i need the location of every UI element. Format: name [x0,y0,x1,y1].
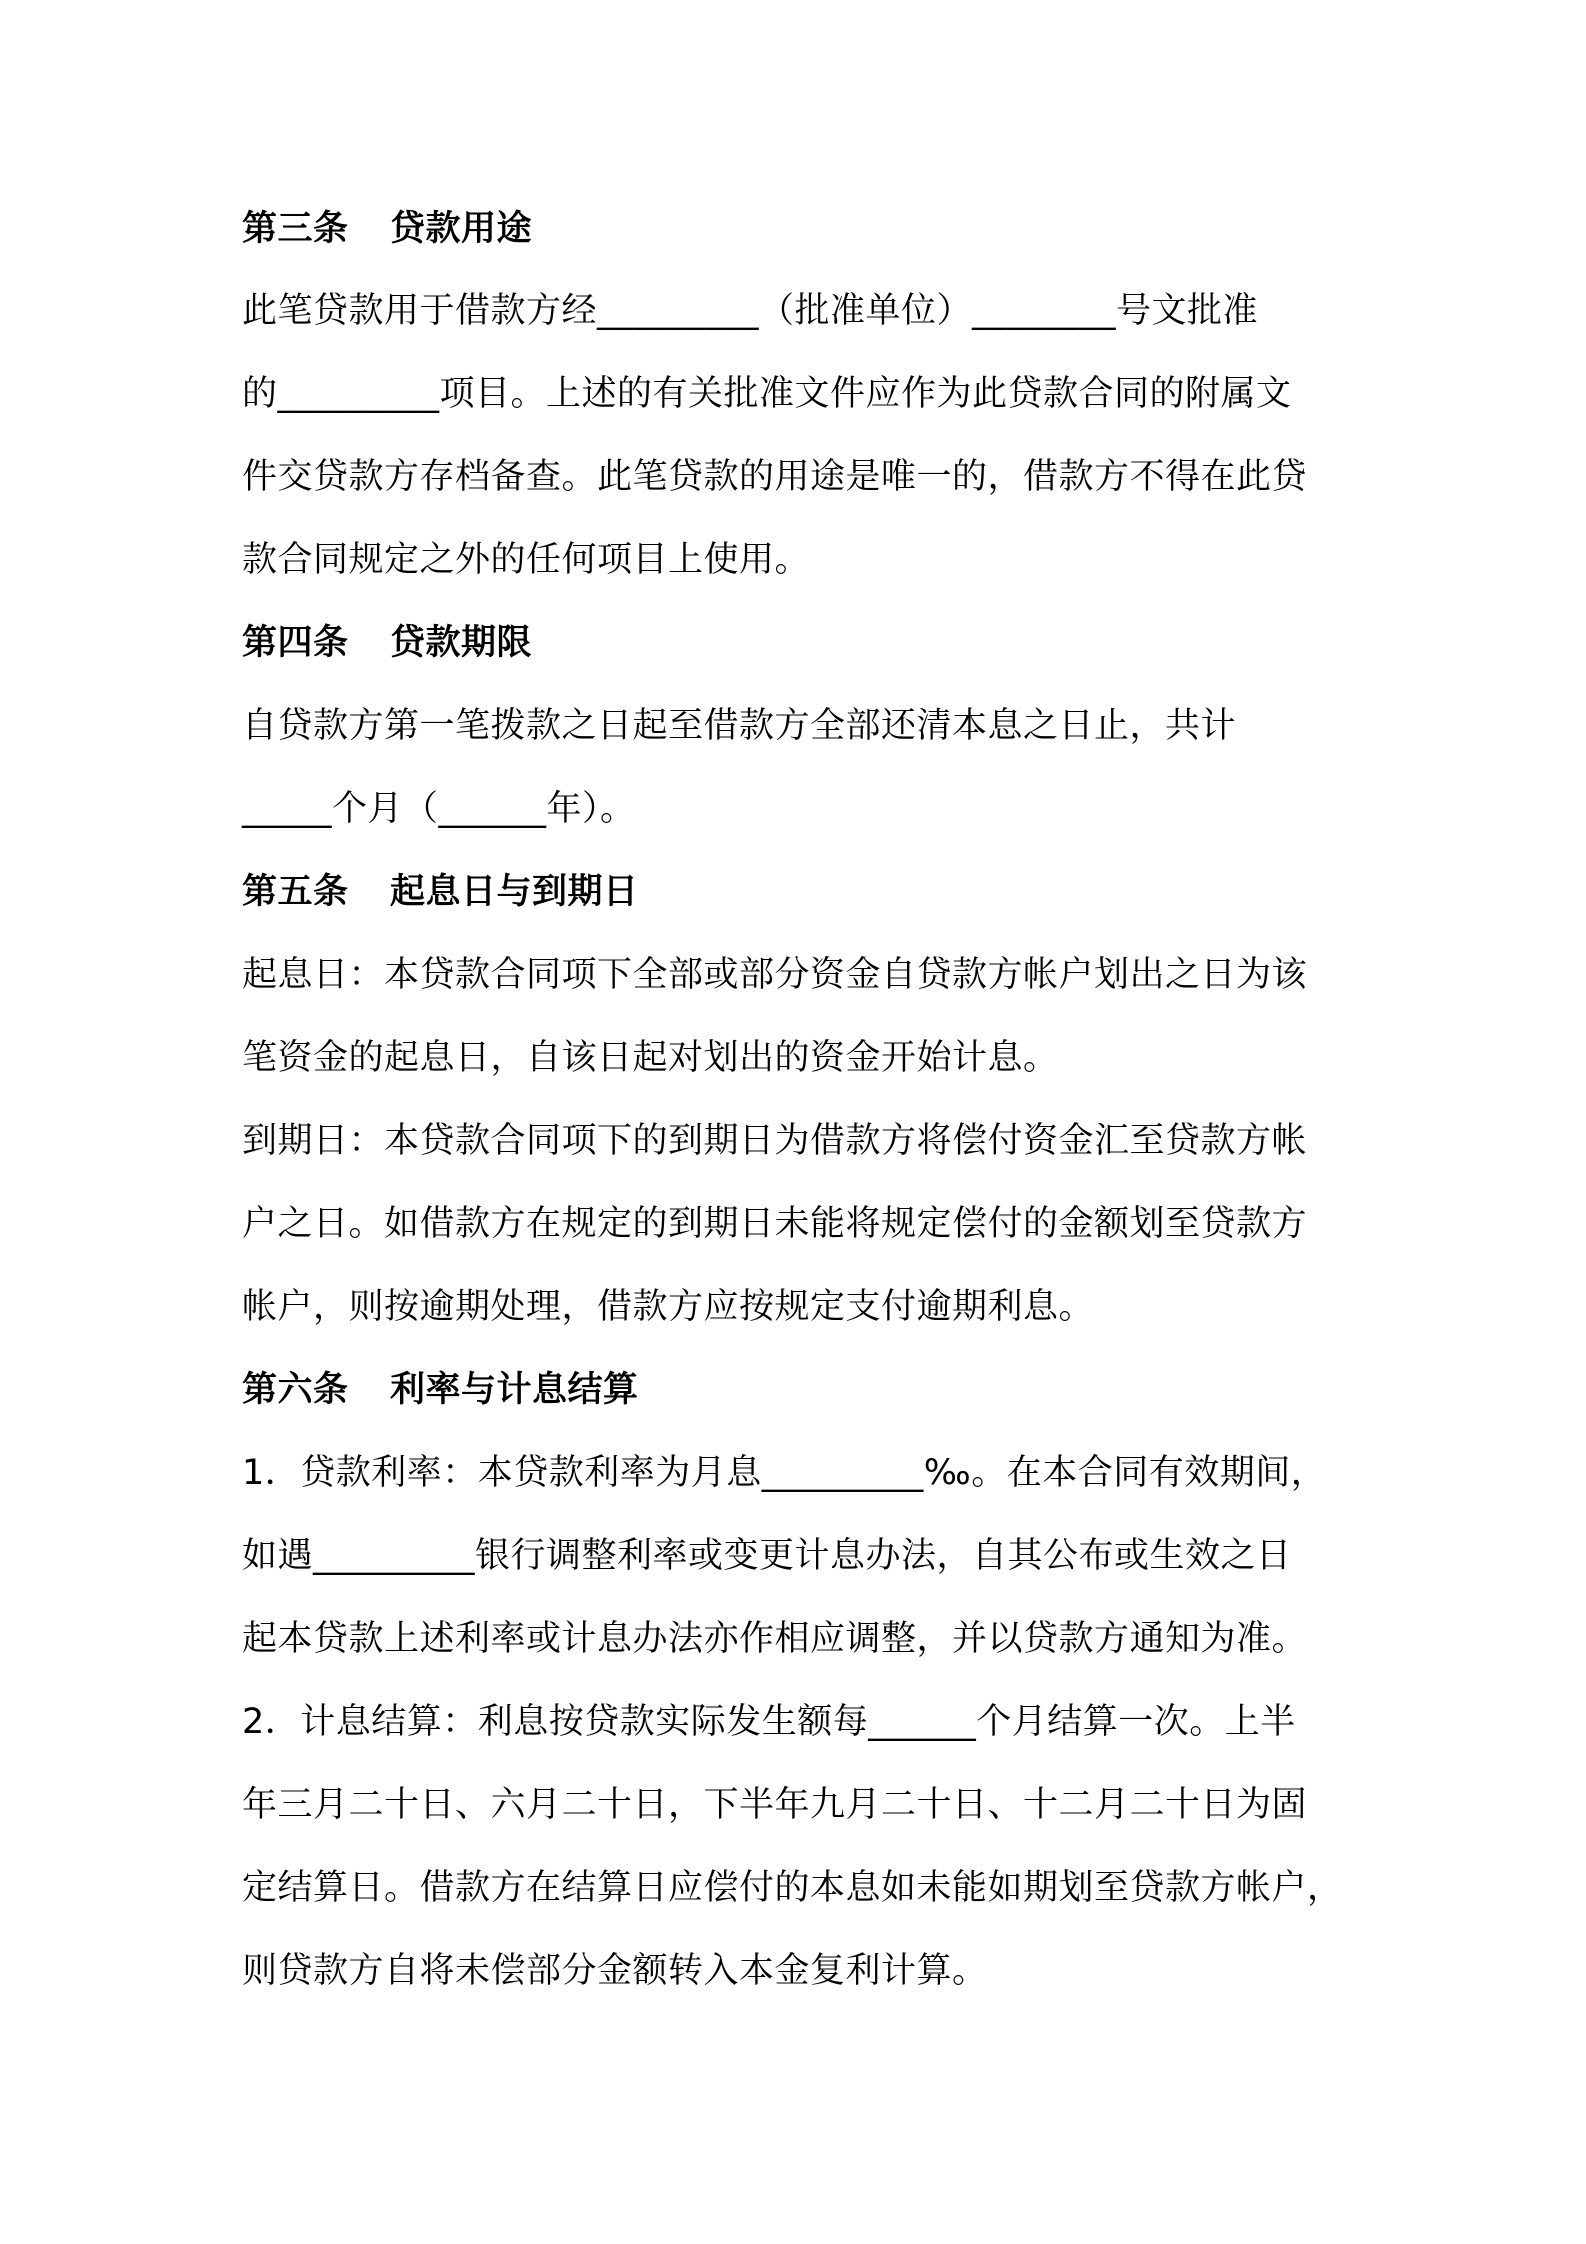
body-line: 到期日：本贷款合同项下的到期日为借款方将偿付资金汇至贷款方帐 [242,1121,1308,1161]
body-line: 年三月二十日、六月二十日，下半年九月二十日、十二月二十日为固 [242,1785,1308,1825]
body-line: 2．计息结算：利息按贷款实际发生额每______个月结算一次。上半 [242,1702,1296,1742]
body-line: 自贷款方第一笔拨款之日起至借款方全部还清本息之日止，共计 [242,706,1237,746]
article-number: 第五条 [242,872,349,912]
article-title: 贷款期限 [390,623,533,663]
article-title: 利率与计息结算 [390,1370,639,1410]
body-line: 笔资金的起息日，自该日起对划出的资金开始计息。 [242,1038,1059,1078]
body-line: 帐户，则按逾期处理，借款方应按规定支付逾期利息。 [242,1287,1095,1327]
article-title: 贷款用途 [390,209,533,249]
article-6-heading [242,1366,639,1414]
body-line: 则贷款方自将未偿部分金额转入本金复利计算。 [242,1951,988,1991]
article-3-heading [242,205,532,253]
article-number: 第四条 [242,623,349,663]
article-4-heading [242,619,532,667]
article-number: 第六条 [242,1370,349,1410]
body-line: 户之日。如借款方在规定的到期日未能将规定偿付的金额划至贷款方 [242,1204,1308,1244]
body-line: 件交贷款方存档备查。此笔贷款的用途是唯一的，借款方不得在此贷 [242,457,1308,497]
body-line: 定结算日。借款方在结算日应偿付的本息如未能如期划至贷款方帐户， [242,1868,1343,1908]
body-line: 的_________项目。上述的有关批准文件应作为此贷款合同的附属文 [242,374,1292,414]
article-5-heading [242,868,639,916]
body-line: 如遇_________银行调整利率或变更计息办法，自其公布或生效之日 [242,1536,1292,1576]
body-line: 起本贷款上述利率或计息办法亦作相应调整，并以贷款方通知为准。 [242,1619,1308,1659]
article-title: 起息日与到期日 [390,872,639,912]
body-line: 此笔贷款用于借款方经_________（批准单位）________号文批准 [242,291,1259,331]
body-line: 起息日：本贷款合同项下全部或部分资金自贷款方帐户划出之日为该 [242,955,1308,995]
article-number: 第三条 [242,209,349,249]
body-line: _____个月（______年）。 [242,789,636,829]
body-line: 1．贷款利率：本贷款利率为月息_________‰。在本合同有效期间， [242,1453,1327,1493]
body-line: 款合同规定之外的任何项目上使用。 [242,540,811,580]
